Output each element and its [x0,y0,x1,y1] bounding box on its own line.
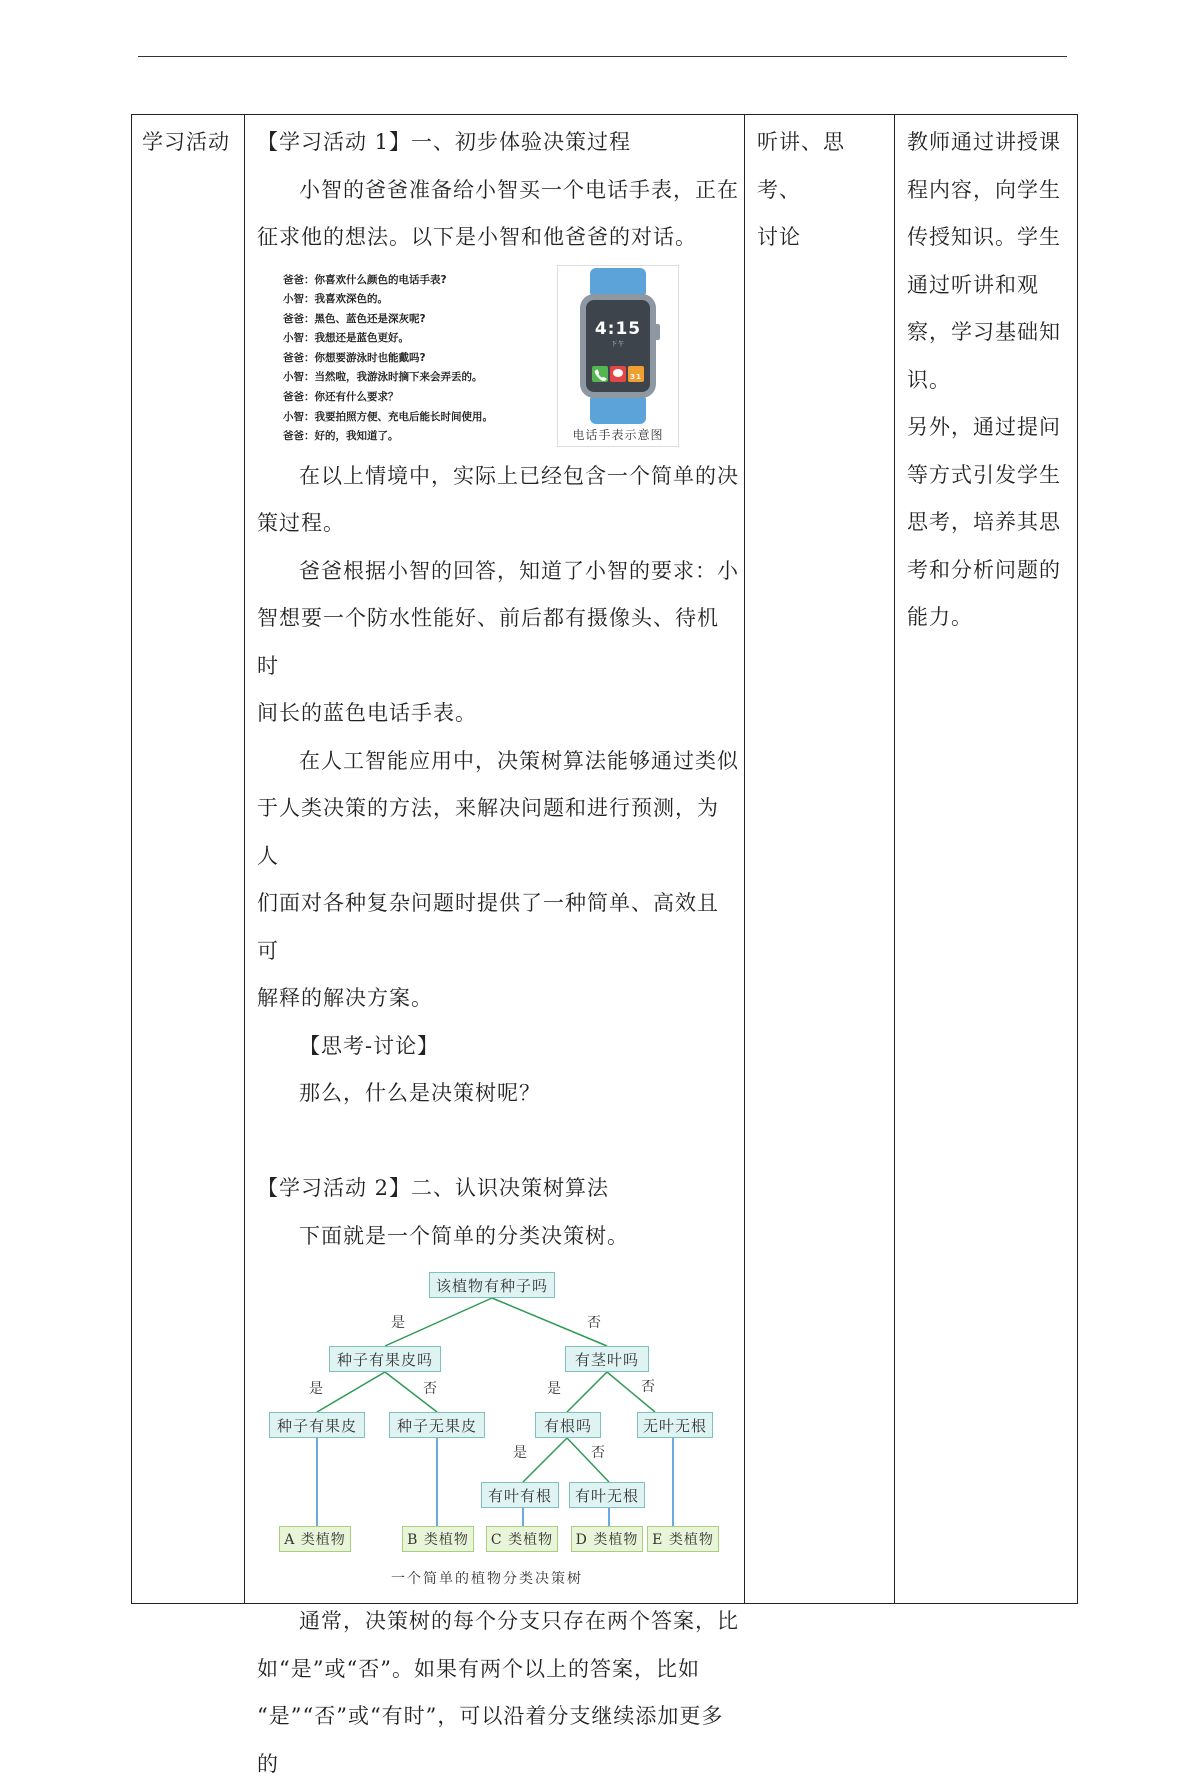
design-intent-column [907,119,1067,642]
paragraph-line: 策过程。 [257,511,345,535]
watch-ampm: 下午 [610,340,626,348]
calendar-day: 31 [630,372,642,381]
design-intent-line: 等方式引发学生 [907,462,1061,487]
tree-intro: 下面就是一个简单的分类决策树。 [299,1223,629,1248]
intro-line: 征求他的想法。以下是小智和他爸爸的对话。 [257,225,697,249]
discuss-heading: 【思考-讨论】 [299,1033,440,1058]
tree-node-root: 该植物有种子吗 [429,1272,555,1298]
tree-leaf-b: B 类植物 [402,1526,474,1552]
paragraph-line: 间长的蓝色电话手表。 [257,701,477,725]
dialogue-line: 爸爸：你还有什么要求？ [283,391,399,404]
design-intent-line: 程内容，向学生 [907,177,1061,202]
tree-node-root-question: 有根吗 [535,1412,601,1438]
edge-label-no: 否 [587,1315,602,1331]
tree-leaf-e: E 类植物 [647,1526,719,1552]
column-divider [244,115,245,1603]
watch-illustration [557,265,679,447]
paragraph-line: 于人类决策的方法，来解决问题和进行预测，为人 [257,796,719,868]
tree-leaf-a: A 类植物 [279,1526,351,1552]
lesson-table [131,114,1078,1776]
paragraph-line: 在人工智能应用中，决策树算法能够通过类似 [299,748,739,773]
dialogue-line: 爸爸：好的，我知道了。 [283,430,399,443]
intro-line: 小智的爸爸准备给小智买一个电话手表，正在 [299,177,739,202]
activity1-heading: 【学习活动 1】一、初步体验决策过程 [257,130,632,154]
dialogue-figure [257,265,739,451]
dialogue-line: 小智：当然啦，我游泳时摘下来会弄丢的。 [283,371,483,384]
tree-node-leaf-no-root: 有叶无根 [569,1482,645,1508]
paragraph-line: “是”“否”或“有时”，可以沿着分支继续添加更多的 [257,1704,724,1776]
dialogue-line: 爸爸：你想要游泳时也能戴吗? [283,351,426,364]
student-activity-line: 听讲、思考、 [757,130,845,202]
tree-node-stem-leaf-question: 有茎叶吗 [565,1346,649,1372]
paragraph-line: 爸爸根据小智的回答，知道了小智的要求：小 [299,558,739,583]
design-intent-line: 识。 [907,367,951,392]
tree-caption: 一个简单的植物分类决策树 [391,1571,583,1587]
design-intent-line: 传授知识。学生 [907,225,1061,249]
dialogue-line: 小智：我喜欢深色的。 [283,293,388,306]
activity-type-label: 学习活动 [142,130,230,154]
design-intent-line: 教师通过讲授课 [907,130,1061,154]
tree-node-pericarp-question: 种子有果皮吗 [329,1346,441,1372]
design-intent-line: 察，学习基础知 [907,320,1061,344]
edge-label-yes: 是 [309,1381,324,1397]
tree-node-has-pericarp: 种子有果皮 [269,1412,365,1438]
tree-node-leaf-and-root: 有叶有根 [481,1482,559,1508]
activity2-heading: 【学习活动 2】二、认识决策树算法 [257,1176,610,1200]
dialogue-line: 小智：我想还是蓝色更好。 [283,332,409,345]
design-intent-line: 考和分析问题的 [907,557,1061,582]
edge-label-no: 否 [591,1445,606,1461]
edge-label-yes: 是 [391,1315,406,1331]
tree-node-no-pericarp: 种子无果皮 [389,1412,485,1438]
tree-node-no-leaf-no-root: 无叶无根 [637,1412,713,1438]
student-activity-column [757,119,887,262]
edge-label-no: 否 [423,1381,438,1397]
tree-leaf-d: D 类植物 [571,1526,643,1552]
design-intent-line: 通过听讲和观 [907,272,1039,297]
paragraph-line: 如“是”或“否”。如果有两个以上的答案，比如 [257,1656,700,1681]
blank-line [257,1118,739,1166]
design-intent-line: 能力。 [907,605,973,629]
tree-leaf-c: C 类植物 [486,1526,558,1552]
lesson-content [257,119,739,1788]
watch-caption: 电话手表示意图 [572,427,664,442]
paragraph-line: 解释的解决方案。 [257,986,433,1010]
edge-label-yes: 是 [513,1445,528,1461]
paragraph-line: 在以上情境中，实际上已经包含一个简单的决 [299,463,739,488]
discuss-question: 那么，什么是决策树呢？ [299,1081,541,1105]
dialogue-text [283,271,493,447]
watch-time: 4:15 [594,318,642,339]
paragraph-line: 智想要一个防水性能好、前后都有摄像头、待机时 [257,606,719,678]
paragraph-line: 通常，决策树的每个分支只存在两个答案，比 [299,1609,739,1633]
dialogue-line: 爸爸：黑色、蓝色还是深灰呢? [283,312,426,325]
header-rule [138,56,1067,57]
edge-label-no: 否 [641,1379,656,1395]
column-divider [744,115,745,1603]
design-intent-line: 思考，培养其思 [907,510,1061,534]
watch-icon [558,266,678,426]
student-activity-line: 讨论 [757,225,801,249]
dialogue-line: 爸爸：你喜欢什么颜色的电话手表? [283,273,447,286]
column-divider [894,115,895,1603]
paragraph-line: 们面对各种复杂问题时提供了一种简单、高效且可 [257,891,719,963]
design-intent-line: 另外，通过提问 [907,415,1061,439]
dialogue-line: 小智：我要拍照方便、充电后能长时间使用。 [283,410,493,423]
decision-tree [257,1270,739,1598]
edge-label-yes: 是 [547,1381,562,1397]
